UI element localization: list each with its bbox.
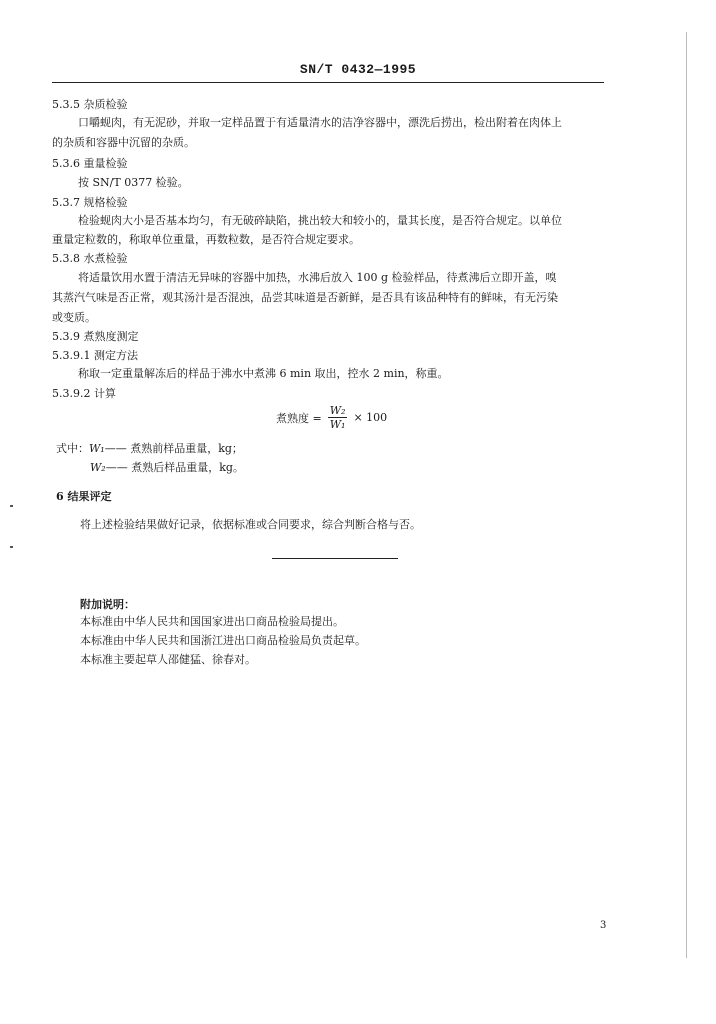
section-538-text-2: 其蒸汽气味是否正常，观其汤汁是否混浊，品尝其味道是否新鲜，是否具有该品种特有的鲜味，有无污染 [52, 291, 558, 304]
formula-denominator: W₁ [329, 418, 346, 431]
where-w1-line [56, 442, 243, 456]
where-w1-description: —— 煮熟前样品重量，kg； [104, 442, 243, 455]
section-538-text-1: 将适量饮用水置于清洁无异味的容器中加热，水沸后放入 100 g 检验样品，待煮沸后立即开盖，嗅 [78, 271, 557, 284]
appendix-text-2: 本标准由中华人民共和国浙江进出口商品检验局负责起草。 [80, 634, 366, 647]
formula-times: × 100 [353, 411, 388, 424]
section-6-heading: 6 结果评定 [56, 490, 112, 503]
formula-numerator: W₂ [329, 404, 346, 417]
header-rule [52, 82, 604, 83]
section-5391-heading: 5.3.9.1 测定方法 [52, 349, 138, 362]
appendix-title: 附加说明： [80, 598, 135, 611]
section-535-heading: 5.3.5 杂质检验 [52, 98, 128, 111]
section-6-text: 将上述检验结果做好记录，依据标准或合同要求，综合判断合格与否。 [80, 518, 421, 531]
scan-speck [10, 505, 13, 507]
appendix-text-3: 本标准主要起草人邵健猛、徐春对。 [80, 653, 256, 666]
where-w2-line [90, 461, 244, 475]
cooking-degree-formula [276, 404, 387, 431]
section-537-text-2: 重量定粒数的，称取单位重量，再数粒数，是否符合规定要求。 [52, 233, 360, 246]
section-535-text-1: 口嚼蚬肉，有无泥砂，并取一定样品置于有适量清水的洁净容器中，漂洗后捞出，检出附着在肉体上 [78, 116, 562, 129]
scan-speck [10, 546, 13, 548]
where-w1-symbol: W₁ [89, 442, 105, 455]
section-5391-text-1: 称取一定重量解冻后的样品于沸水中煮沸 6 min 取出，控水 2 min，称重。 [78, 367, 449, 380]
formula-fraction [328, 404, 348, 431]
where-prefix: 式中： [56, 442, 89, 455]
where-w2-description: —— 煮熟后样品重量，kg。 [105, 461, 244, 474]
section-536-heading: 5.3.6 重量检验 [52, 157, 128, 170]
section-5392-heading: 5.3.9.2 计算 [52, 387, 116, 400]
section-537-text-1: 检验蚬肉大小是否基本均匀，有无破碎缺陷，挑出较大和较小的，量其长度，是否符合规定。以单位 [78, 214, 562, 227]
section-538-text-3: 或变质。 [52, 311, 96, 324]
end-of-text-rule [272, 558, 398, 559]
scan-edge-line [686, 32, 687, 958]
where-w2-symbol: W₂ [90, 461, 106, 474]
section-536-text-1: 按 SN/T 0377 检验。 [78, 176, 189, 189]
section-537-heading: 5.3.7 规格检验 [52, 196, 128, 209]
section-539-heading: 5.3.9 煮熟度测定 [52, 330, 139, 343]
formula-lhs: 煮熟度 = [276, 411, 322, 425]
appendix-text-1: 本标准由中华人民共和国国家进出口商品检验局提出。 [80, 615, 344, 628]
section-535-text-2: 的杂质和容器中沉留的杂质。 [52, 136, 195, 149]
page-number: 3 [600, 920, 607, 931]
standard-header: SN/T 0432—1995 [299, 62, 417, 77]
section-538-heading: 5.3.8 水煮检验 [52, 252, 128, 265]
